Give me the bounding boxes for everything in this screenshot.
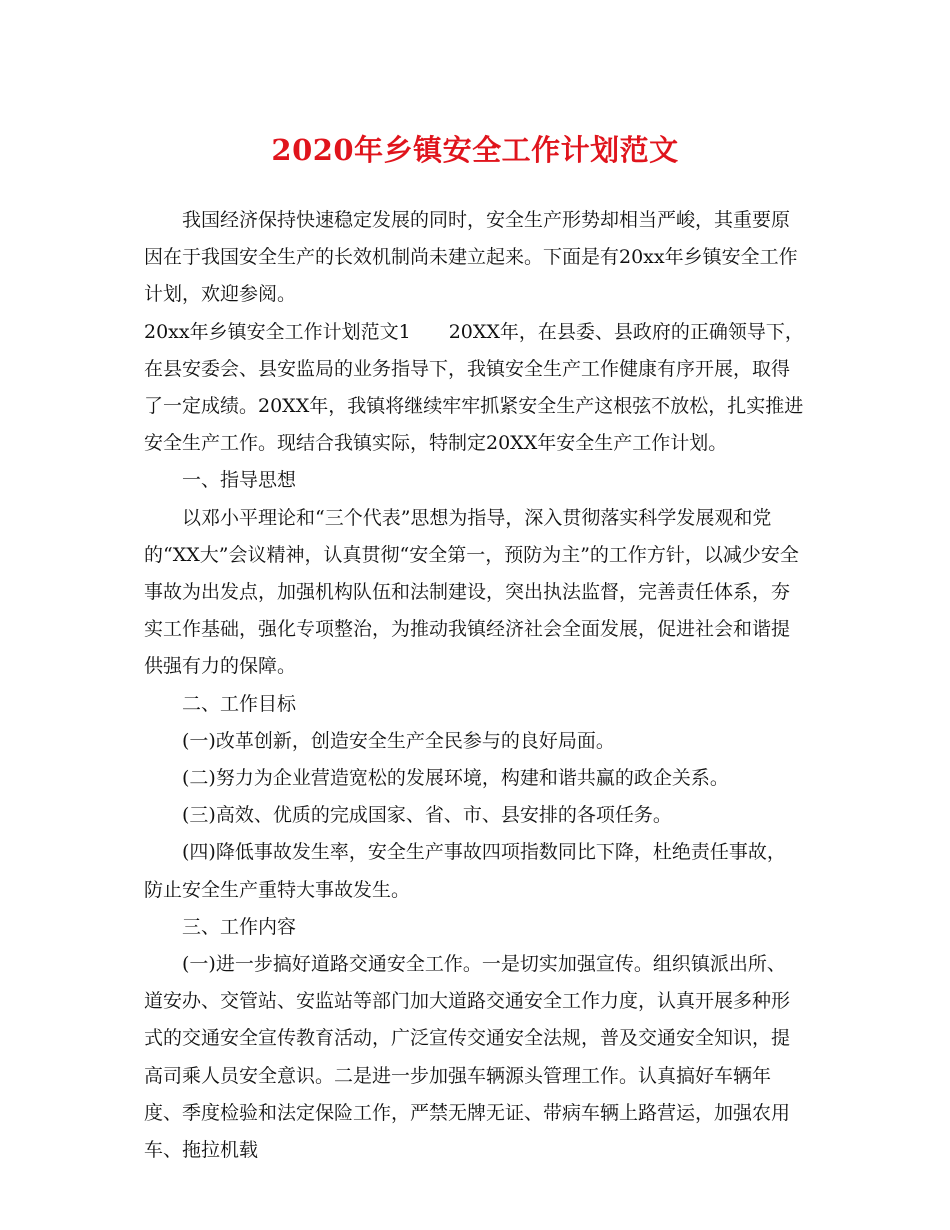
- paragraph-guiding-ideology: 以邓小平理论和“三个代表”思想为指导，深入贯彻落实科学发展观和党的“XX大”会议精神，认真贯彻“安全第一，预防为主”的工作方针，以减少安全事故为出发点，加强机构队伍和法制建设，突出执法监督，完善责任体系，夯实工作基础，强化专项整治，为推动我镇经济社会全面发展，促进社会和谐提供强有力的保障。: [144, 506, 799, 678]
- document-title: 2020年乡镇安全工作计划范文: [271, 133, 679, 167]
- heading-work-content: 三、工作内容: [182, 915, 297, 938]
- goal-item-2: (二)努力为企业营造宽松的发展环境，构建和谐共赢的政企关系。: [182, 767, 729, 790]
- heading-guiding-ideology: 一、指导思想: [182, 469, 297, 492]
- goal-item-1: (一)改革创新，创造安全生产全民参与的良好局面。: [182, 729, 615, 752]
- goal-item-3: (三)高效、优质的完成国家、省、市、县安排的各项任务。: [182, 804, 672, 827]
- heading-work-goals: 二、工作目标: [182, 692, 297, 715]
- paragraph-road-traffic-safety: (一)进一步搞好道路交通安全工作。一是切实加强宣传。组织镇派出所、道安办、交管站、安监站等部门加大道路交通安全工作力度，认真开展多种形式的交通安全宣传教育活动，广泛宣传交通安全法规，普及交通安全知识，提高司乘人员安全意识。二是进一步加强车辆源头管理工作。认真搞好车辆年度、季度检验和法定保险工作，严禁无牌无证、带病车辆上路营运，加强农用车、拖拉机载: [144, 953, 791, 1162]
- paragraph-plan-overview: 20xx年乡镇安全工作计划范文1 20XX年，在县委、县政府的正确领导下，在县安委会、县安监局的业务指导下，我镇安全生产工作健康有序开展，取得了一定成绩。20XX年，我镇将继续牢牢抓紧安全生产这根弦不放松，扎实推进安全生产工作。现结合我镇实际，特制定20XX年安全生产工作计划。: [144, 320, 804, 455]
- goal-item-4: (四)降低事故发生率，安全生产事故四项指数同比下降，杜绝责任事故，防止安全生产重特大事故发生。: [144, 841, 786, 901]
- paragraph-intro: 我国经济保持快速稳定发展的同时，安全生产形势却相当严峻，其重要原因在于我国安全生产的长效机制尚未建立起来。下面是有20xx年乡镇安全工作计划，欢迎参阅。: [144, 209, 798, 306]
- document-body: [144, 202, 804, 1169]
